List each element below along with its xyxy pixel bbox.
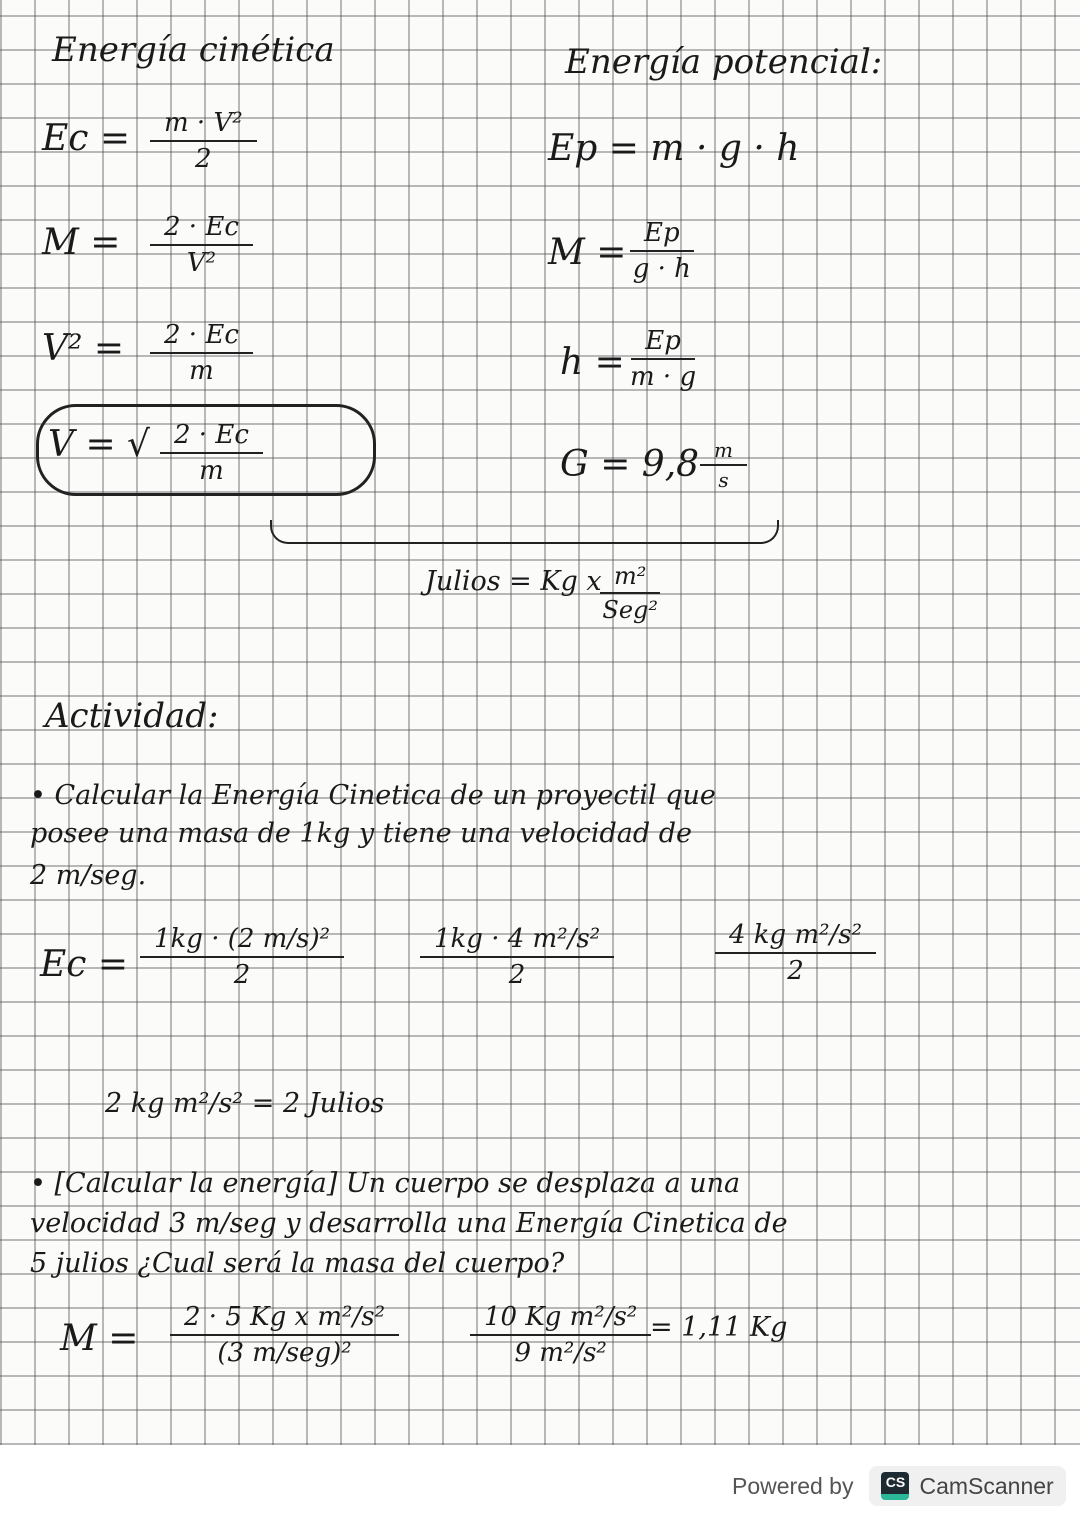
v2-num: 2 · Ec [150,320,253,354]
pm-fraction [630,218,694,284]
step2-fraction [420,924,614,990]
problem1-line: • Calcular la Energía Cinetica de un proyectil que [30,780,716,811]
v-fraction [160,420,263,486]
m-step2-fraction [470,1302,651,1368]
camscanner-brand: CamScanner [919,1472,1054,1499]
step1-num: 1kg · (2 m/s)² [140,924,344,958]
m-step1-fraction [170,1302,399,1368]
camscanner-badge[interactable] [869,1466,1065,1506]
units-fraction [600,562,660,624]
problem2-line: • [Calcular la energía] Un cuerpo se desplaza a una [30,1168,741,1199]
camscanner-footer [732,1466,1066,1506]
v-lhs: V = √ [48,424,150,465]
powered-by-label: Powered by [732,1472,854,1499]
problem2-line: 5 julios ¿Cual será la masa del cuerpo? [30,1248,565,1279]
v2-den: m [189,356,214,386]
m-step1-den: (3 m/seg)² [217,1338,352,1368]
brace [270,520,779,544]
step1-den: 2 [233,960,251,990]
step3-fraction [715,920,876,986]
step3-num: 4 kg m²/s² [715,920,876,954]
step3-den: 2 [787,956,804,986]
step2-num: 1kg · 4 m²/s² [420,924,614,958]
result2: = 1,11 Kg [650,1312,788,1343]
m-fraction [150,212,253,278]
h-lhs: h = [560,342,625,383]
result1: 2 kg m²/s² = 2 Julios [105,1088,385,1119]
m-lhs: M = [42,222,121,263]
m-step2-num: 10 Kg m²/s² [470,1302,651,1336]
ep-formula: Ep = m · g · h [548,128,800,169]
potential-energy-title: Energía potencial: [565,42,883,82]
pm-num: Ep [630,218,694,252]
h-fraction [630,326,696,392]
m-step2-den: 9 m²/s² [514,1338,607,1368]
g-den: s [718,468,729,492]
m-step1-lhs: M = [60,1318,139,1359]
problem2-line: velocidad 3 m/seg y desarrolla una Energía Cinetica de [30,1208,788,1239]
step1-fraction [140,924,344,990]
units-num: m² [600,562,660,594]
problem1-line: posee una masa de 1kg y tiene una velocidad de [30,818,692,849]
v-den: m [199,456,224,486]
problem1-line: 2 m/seg. [30,860,147,891]
g-num: m [700,438,747,466]
g-fraction [700,438,747,492]
g-lhs: G = 9,8 [560,444,700,485]
camscanner-logo-icon: CS [881,1472,909,1500]
h-den: m · g [630,362,697,392]
v2-lhs: V² = [42,328,125,369]
m-step1-num: 2 · 5 Kg x m²/s² [170,1302,399,1336]
h-num: Ep [631,326,695,360]
pm-lhs: M = [548,232,627,273]
step2-den: 2 [508,960,526,990]
ec-num: m · V² [150,108,257,142]
step1-lhs: Ec = [40,944,129,985]
v-num: 2 · Ec [160,420,263,454]
v2-fraction [150,320,253,386]
ec-den: 2 [195,144,212,174]
activity-title: Actividad: [45,696,219,736]
units-den: Seg² [602,596,659,624]
m-num: 2 · Ec [150,212,253,246]
ec-lhs: Ec = [42,118,131,159]
m-den: V² [186,248,217,278]
ec-fraction [150,108,257,174]
pm-den: g · h [632,254,691,284]
units-lhs: Julios = Kg x [425,566,602,597]
kinetic-energy-title: Energía cinética [52,30,335,70]
